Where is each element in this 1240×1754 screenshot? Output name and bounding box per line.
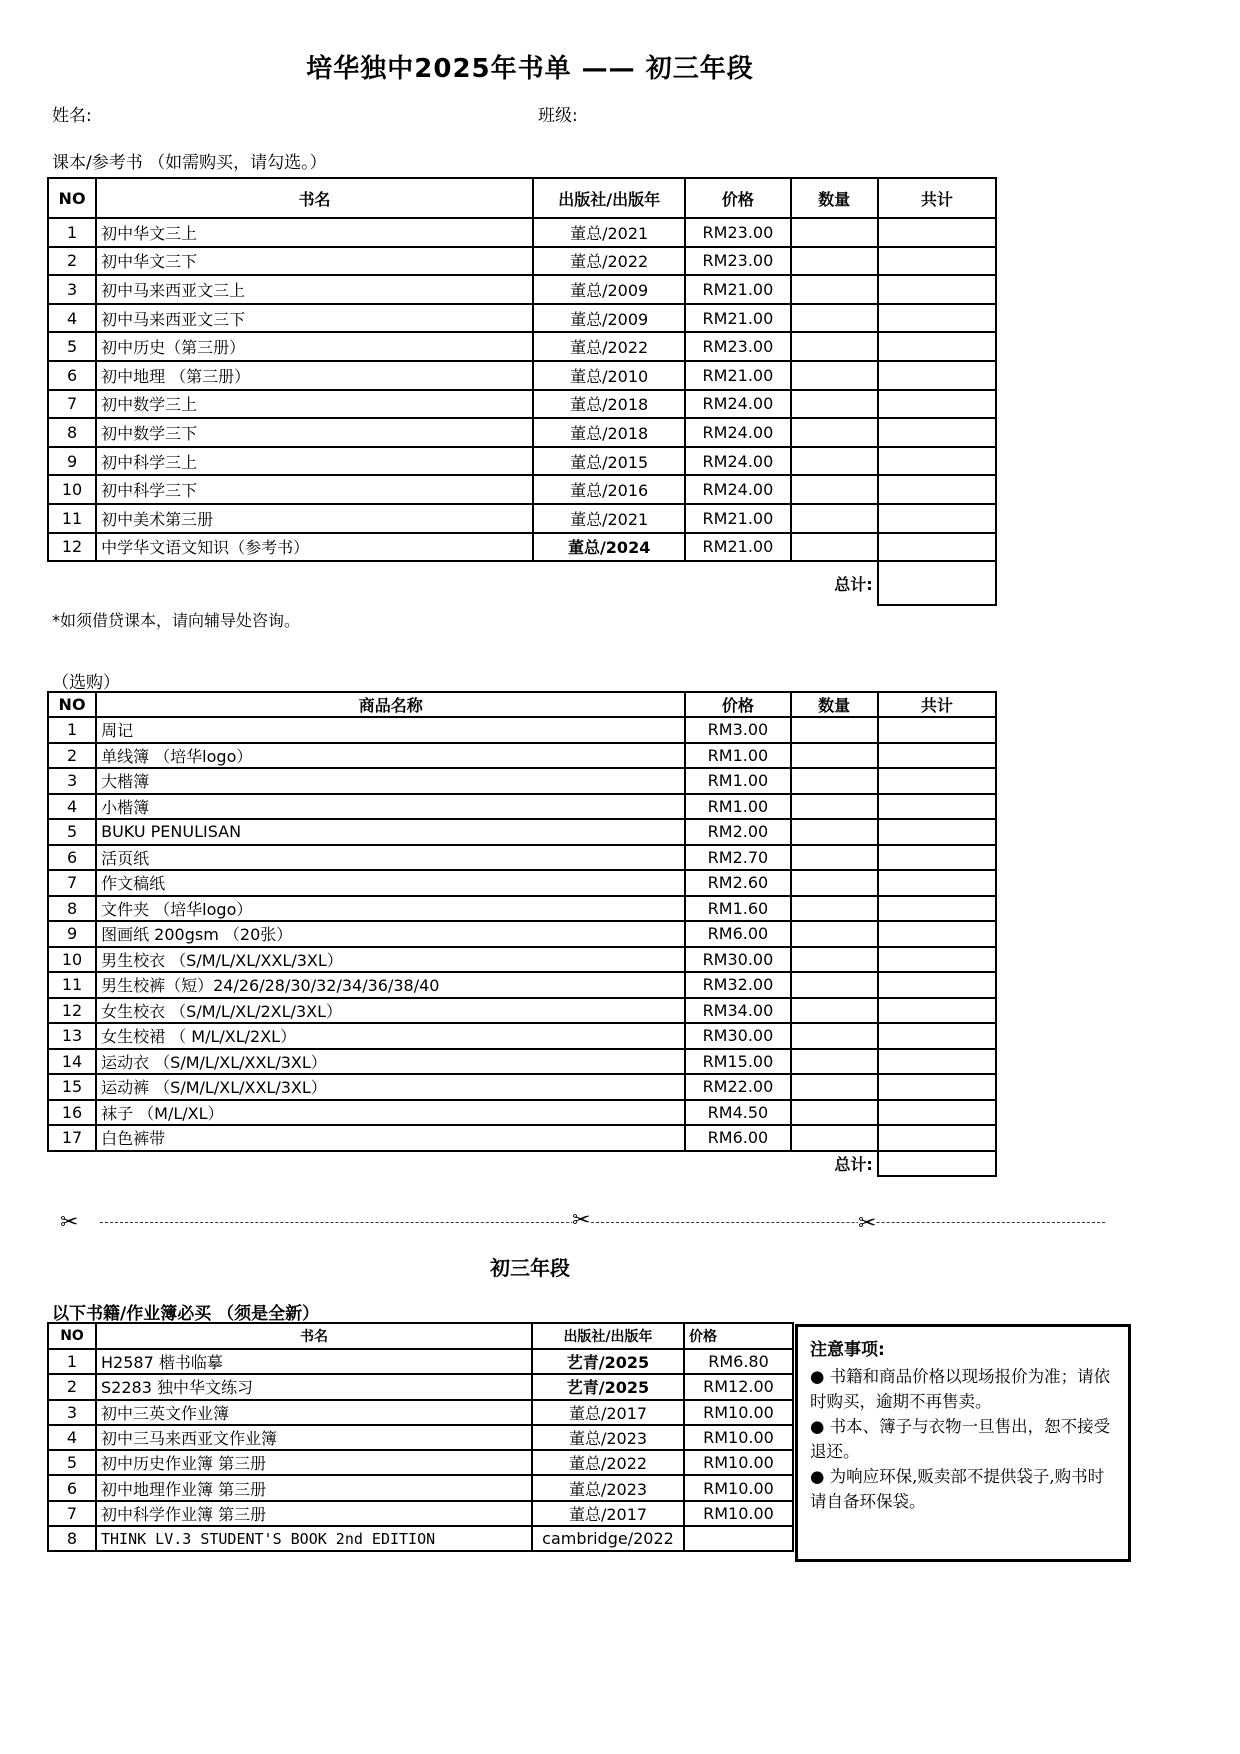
item-name: 小楷簿 [96,794,685,820]
grand-total-cell[interactable] [878,1151,996,1176]
quantity-cell[interactable] [791,475,878,504]
table-row [48,304,996,333]
note-item: ● 书籍和商品价格以现场报价为准；请依时购买，逾期不再售卖。 [810,1367,1111,1411]
row-no: 3 [48,1400,96,1425]
publisher: 董总/2009 [533,304,685,333]
table-row [48,418,996,447]
quantity-cell[interactable] [791,533,878,562]
subtotal-cell[interactable] [878,275,996,304]
quantity-cell[interactable] [791,1100,878,1126]
col-no: NO [48,692,96,717]
row-no: 3 [48,275,96,304]
subtotal-cell[interactable] [878,768,996,794]
price: RM6.00 [685,921,790,947]
quantity-cell[interactable] [791,947,878,973]
publisher: 董总/2010 [533,361,685,390]
subtotal-cell[interactable] [878,533,996,562]
price [684,1526,793,1551]
subtotal-cell[interactable] [878,1125,996,1151]
col-price: 价格 [685,692,790,717]
quantity-cell[interactable] [791,304,878,333]
publisher: 董总/2022 [533,247,685,276]
row-no: 1 [48,717,96,743]
col-no: NO [48,1323,96,1349]
row-no: 10 [48,947,96,973]
price: RM1.00 [685,794,790,820]
table-row [48,972,996,998]
price: RM2.70 [685,845,790,871]
col-publisher: 出版社/出版年 [532,1323,684,1349]
publisher: 董总/2009 [533,275,685,304]
loan-note: *如须借贷课本，请向辅导处咨询。 [52,611,301,630]
subtotal-cell[interactable] [878,1049,996,1075]
row-no: 9 [48,921,96,947]
merchandise-table [47,691,997,1177]
subtotal-cell[interactable] [878,947,996,973]
publisher: 董总/2021 [533,218,685,247]
book-name: 初中马来西亚文三上 [96,275,533,304]
subtotal-cell[interactable] [878,717,996,743]
name-label: 姓名: [52,106,92,126]
price: RM6.00 [685,1125,790,1151]
quantity-cell[interactable] [791,819,878,845]
total-row [48,561,996,605]
price: RM21.00 [685,275,790,304]
scissors-icon: ✂ [572,1208,591,1233]
table-row [48,475,996,504]
quantity-cell[interactable] [791,332,878,361]
table-row [48,361,996,390]
subtotal-cell[interactable] [878,998,996,1024]
item-name: 文件夹 （培华logo） [96,896,685,922]
table-row [48,1023,996,1049]
quantity-cell[interactable] [791,247,878,276]
row-no: 10 [48,475,96,504]
price: RM1.00 [685,743,790,769]
spacer [48,1151,791,1176]
price: RM12.00 [684,1374,793,1399]
price: RM30.00 [685,1023,790,1049]
total-label: 总计: [834,1155,873,1174]
subtotal-cell[interactable] [878,743,996,769]
item-name: 女生校裙 （ M/L/XL/2XL） [96,1023,685,1049]
item-name: 运动裤 （S/M/L/XL/XXL/3XL） [96,1074,685,1100]
row-no: 11 [48,972,96,998]
col-item-name: 商品名称 [96,692,685,717]
table-row [48,1526,793,1551]
table-row [48,1100,996,1126]
price: RM10.00 [684,1475,793,1500]
publisher: 董总/2015 [533,447,685,476]
price: RM2.00 [685,819,790,845]
price: RM24.00 [685,475,790,504]
table-row [48,247,996,276]
publisher: 董总/2024 [533,533,685,562]
subtotal-cell[interactable] [878,504,996,533]
row-no: 11 [48,504,96,533]
row-no: 12 [48,998,96,1024]
quantity-cell[interactable] [791,972,878,998]
grand-total-cell[interactable] [878,561,996,605]
book-name: 初中地理 （第三册） [96,361,533,390]
publisher: 董总/2022 [532,1450,684,1475]
scissors-icon: ✂ [858,1211,877,1236]
row-no: 9 [48,447,96,476]
spacer [48,561,791,605]
row-no: 4 [48,304,96,333]
subtotal-cell[interactable] [878,845,996,871]
item-name: 图画纸 200gsm （20张） [96,921,685,947]
subtotal-cell[interactable] [878,247,996,276]
subtotal-cell[interactable] [878,1100,996,1126]
item-name: 作文稿纸 [96,870,685,896]
row-no: 6 [48,845,96,871]
quantity-cell[interactable] [791,1125,878,1151]
item-name: 男生校衣 （S/M/L/XL/XXL/3XL） [96,947,685,973]
book-name: 初中数学三上 [96,390,533,419]
publisher: 董总/2018 [533,418,685,447]
publisher: 董总/2016 [533,475,685,504]
subtotal-cell[interactable] [878,418,996,447]
total-row [48,1151,996,1176]
table-row [48,1400,793,1425]
row-no: 17 [48,1125,96,1151]
price: RM22.00 [685,1074,790,1100]
quantity-cell[interactable] [791,1023,878,1049]
subtotal-cell[interactable] [878,1023,996,1049]
subtotal-cell[interactable] [878,218,996,247]
row-no: 5 [48,332,96,361]
price: RM30.00 [685,947,790,973]
row-no: 4 [48,794,96,820]
price: RM24.00 [685,447,790,476]
col-no: NO [48,178,96,218]
table-row [48,504,996,533]
col-quantity: 数量 [791,178,878,218]
subtotal-cell[interactable] [878,361,996,390]
subtotal-cell[interactable] [878,870,996,896]
row-no: 5 [48,1450,96,1475]
book-name: 初中华文三上 [96,218,533,247]
book-name: 初中数学三下 [96,418,533,447]
price: RM21.00 [685,533,790,562]
price: RM1.00 [685,768,790,794]
book-name: 初中地理作业簿 第三册 [96,1475,532,1500]
price: RM32.00 [685,972,790,998]
table-row [48,1501,793,1526]
price: RM23.00 [685,218,790,247]
col-quantity: 数量 [791,692,878,717]
row-no: 2 [48,743,96,769]
quantity-cell[interactable] [791,794,878,820]
table-row [48,1425,793,1450]
book-name: 初中三英文作业簿 [96,1400,532,1425]
book-name: H2587 楷书临摹 [96,1349,532,1374]
book-name: 初中三马来西亚文作业簿 [96,1425,532,1450]
row-no: 8 [48,418,96,447]
quantity-cell[interactable] [791,896,878,922]
note-item: ● 书本、簿子与衣物一旦售出，恕不接受退还。 [810,1417,1111,1461]
row-no: 7 [48,870,96,896]
book-name: 初中历史（第三册） [96,332,533,361]
price: RM10.00 [684,1425,793,1450]
quantity-cell[interactable] [791,504,878,533]
row-no: 4 [48,1425,96,1450]
book-name: 中学华文语文知识（参考书） [96,533,533,562]
row-no: 15 [48,1074,96,1100]
publisher: 董总/2022 [533,332,685,361]
row-no: 3 [48,768,96,794]
subtotal-cell[interactable] [878,972,996,998]
table-row [48,947,996,973]
table-header-row [48,1323,793,1349]
book-name: S2283 独中华文练习 [96,1374,532,1399]
section-required-label: 以下书籍/作业簿必买 （须是全新） [52,1304,320,1324]
publisher: 董总/2023 [532,1475,684,1500]
quantity-cell[interactable] [791,275,878,304]
price: RM3.00 [685,717,790,743]
item-name: 活页纸 [96,845,685,871]
item-name: BUKU PENULISAN [96,819,685,845]
price: RM24.00 [685,390,790,419]
item-name: 袜子 （M/L/XL） [96,1100,685,1126]
price: RM1.60 [685,896,790,922]
row-no: 12 [48,533,96,562]
note-item: ● 为响应环保,贩卖部不提供袋子,购书时请自备环保袋。 [810,1467,1105,1511]
subtotal-cell[interactable] [878,921,996,947]
subtotal-cell[interactable] [878,332,996,361]
price: RM23.00 [685,332,790,361]
book-name: 初中马来西亚文三下 [96,304,533,333]
quantity-cell[interactable] [791,998,878,1024]
subtotal-cell[interactable] [878,896,996,922]
subtotal-cell[interactable] [878,304,996,333]
publisher: 董总/2017 [532,1501,684,1526]
section-title: 初三年段 [490,1256,570,1280]
table-row [48,1125,996,1151]
price: RM23.00 [685,247,790,276]
subtotal-cell[interactable] [878,447,996,476]
table-row [48,533,996,562]
quantity-cell[interactable] [791,921,878,947]
table-row [48,921,996,947]
col-total: 共计 [878,178,996,218]
price: RM10.00 [684,1501,793,1526]
notes-heading: 注意事项: [810,1340,885,1360]
quantity-cell[interactable] [791,845,878,871]
row-no: 8 [48,1526,96,1551]
publisher: 董总/2021 [533,504,685,533]
table-row [48,332,996,361]
book-name: 初中科学三下 [96,475,533,504]
quantity-cell[interactable] [791,870,878,896]
notes-box [795,1324,1131,1562]
price: RM24.00 [685,418,790,447]
price: RM21.00 [685,361,790,390]
book-name: THINK LV.3 STUDENT'S BOOK 2nd EDITION [96,1526,532,1551]
row-no: 16 [48,1100,96,1126]
section-textbooks-label: 课本/参考书 （如需购买，请勾选。） [52,153,327,173]
quantity-cell[interactable] [791,390,878,419]
item-name: 大楷簿 [96,768,685,794]
table-row [48,390,996,419]
quantity-cell[interactable] [791,418,878,447]
col-total: 共计 [878,692,996,717]
table-row [48,1475,793,1500]
row-no: 14 [48,1049,96,1075]
publisher: 艺青/2025 [532,1349,684,1374]
row-no: 2 [48,1374,96,1399]
table-row [48,218,996,247]
row-no: 13 [48,1023,96,1049]
row-no: 6 [48,1475,96,1500]
book-name: 初中科学作业簿 第三册 [96,1501,532,1526]
publisher: 董总/2018 [533,390,685,419]
price: RM21.00 [685,504,790,533]
table-row [48,1349,793,1374]
row-no: 1 [48,218,96,247]
row-no: 2 [48,247,96,276]
table-row [48,717,996,743]
publisher: 艺青/2025 [532,1374,684,1399]
textbook-table [47,177,997,606]
col-book-name: 书名 [96,178,533,218]
price: RM6.80 [684,1349,793,1374]
publisher: cambridge/2022 [532,1526,684,1551]
row-no: 1 [48,1349,96,1374]
quantity-cell[interactable] [791,743,878,769]
item-name: 单线簿 （培华logo） [96,743,685,769]
subtotal-cell[interactable] [878,1074,996,1100]
book-name: 初中科学三上 [96,447,533,476]
row-no: 8 [48,896,96,922]
table-row [48,1049,996,1075]
price: RM15.00 [685,1049,790,1075]
row-no: 7 [48,390,96,419]
price: RM10.00 [684,1450,793,1475]
table-header-row [48,692,996,717]
subtotal-cell[interactable] [878,819,996,845]
price: RM34.00 [685,998,790,1024]
item-name: 周记 [96,717,685,743]
scissors-icon: ✂ [60,1210,79,1235]
table-row [48,845,996,871]
table-row [48,1450,793,1475]
item-name: 白色裤带 [96,1125,685,1151]
price: RM2.60 [685,870,790,896]
book-name: 初中华文三下 [96,247,533,276]
item-name: 女生校衣 （S/M/L/XL/2XL/3XL） [96,998,685,1024]
book-name: 初中历史作业簿 第三册 [96,1450,532,1475]
col-price: 价格 [685,178,790,218]
table-row [48,275,996,304]
subtotal-cell[interactable] [878,475,996,504]
section-optional-label: （选购） [52,673,120,693]
row-no: 5 [48,819,96,845]
table-row [48,998,996,1024]
quantity-cell[interactable] [791,218,878,247]
item-name: 男生校裤（短）24/26/28/30/32/34/36/38/40 [96,972,685,998]
table-row [48,870,996,896]
table-row [48,794,996,820]
price: RM10.00 [684,1400,793,1425]
price: RM4.50 [685,1100,790,1126]
publisher: 董总/2023 [532,1425,684,1450]
table-header-row [48,178,996,218]
row-no: 7 [48,1501,96,1526]
row-no: 6 [48,361,96,390]
total-label: 总计: [834,575,873,595]
table-row [48,768,996,794]
table-row [48,743,996,769]
quantity-cell[interactable] [791,361,878,390]
col-price: 价格 [684,1323,793,1349]
publisher: 董总/2017 [532,1400,684,1425]
table-row [48,819,996,845]
quantity-cell[interactable] [791,1074,878,1100]
subtotal-cell[interactable] [878,390,996,419]
quantity-cell[interactable] [791,717,878,743]
col-book-name: 书名 [96,1323,532,1349]
subtotal-cell[interactable] [878,794,996,820]
page-title: 培华独中2025年书单 —— 初三年段 [306,54,754,84]
table-row [48,447,996,476]
quantity-cell[interactable] [791,768,878,794]
class-label: 班级: [538,106,578,126]
price: RM21.00 [685,304,790,333]
required-books-table [47,1322,794,1552]
table-row [48,1374,793,1399]
cut-line [100,1222,1105,1223]
quantity-cell[interactable] [791,447,878,476]
col-publisher: 出版社/出版年 [533,178,685,218]
quantity-cell[interactable] [791,1049,878,1075]
item-name: 运动衣 （S/M/L/XL/XXL/3XL） [96,1049,685,1075]
table-row [48,1074,996,1100]
book-name: 初中美术第三册 [96,504,533,533]
table-row [48,896,996,922]
